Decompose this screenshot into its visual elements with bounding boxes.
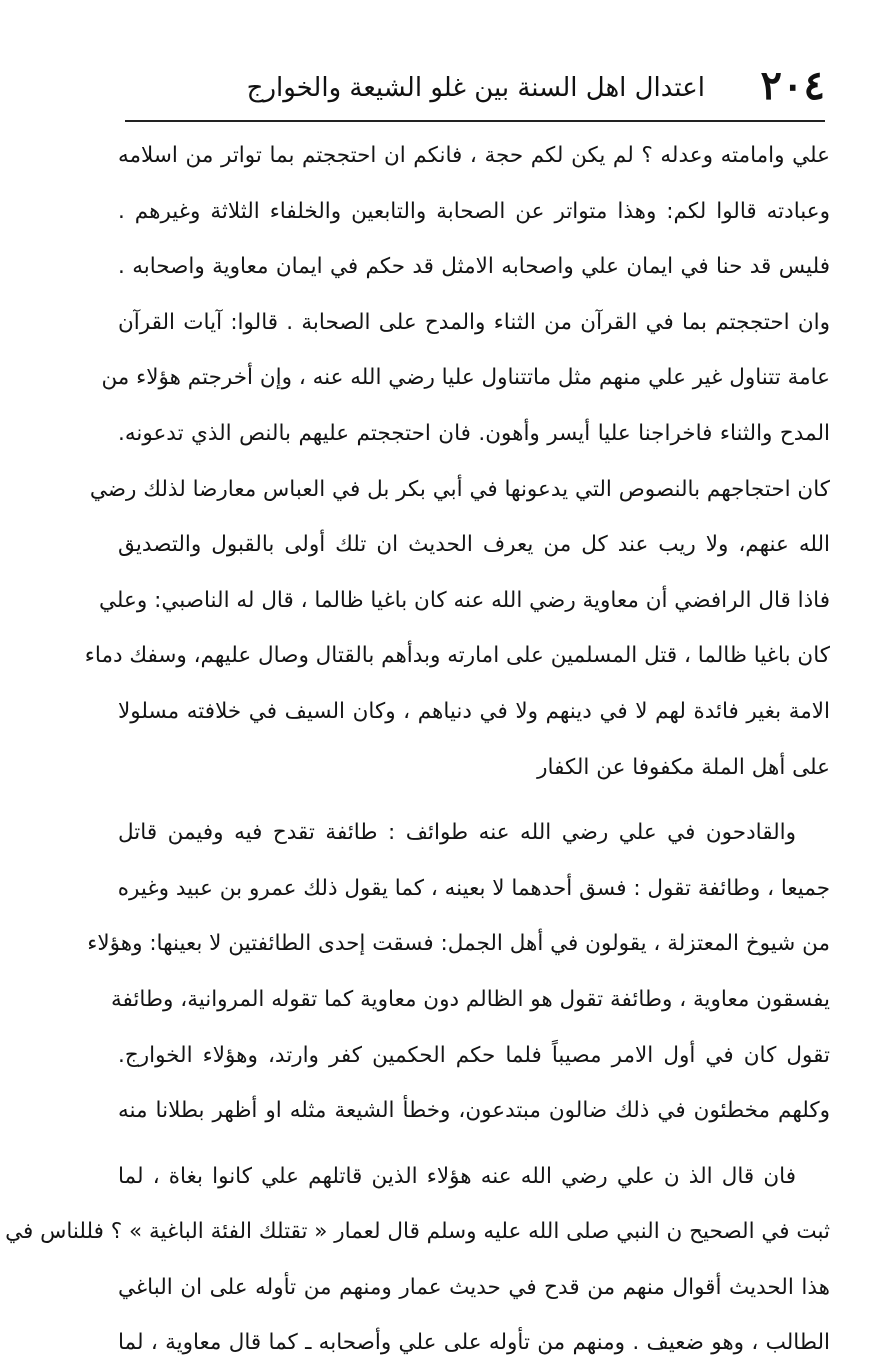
- paragraph-3: [5, 1149, 830, 1371]
- text-line: الطالب ، وهو ضعيف . ومنهم من تأوله على علي وأصحابه ـ كما قال معاوية ، لما: [118, 1330, 830, 1356]
- text-line: عامة تتناول غير علي منهم مثل ماتتناول عليا رضي الله عنه ، وإن أخرجتم هؤلاء من: [101, 365, 830, 391]
- text-line: يفسقون معاوية ، وطائفة تقول هو الظالم دون معاوية كما تقوله المروانية، وطائفة: [110, 986, 830, 1012]
- text-line: تقول كان في أول الامر مصيباً فلما حكم الحكمين كفر وارتد، وهؤلاء الخوارج.: [118, 1042, 830, 1068]
- text-line: على أهل الملة مكفوفا عن الكفار: [537, 754, 830, 780]
- text-line: وكلهم مخطئون في ذلك ضالون مبتدعون، وخطأ الشيعة مثله او أظهر بطلانا منه: [118, 1098, 830, 1124]
- paragraph-2: [87, 805, 830, 1139]
- text-line: فان قال الذ ن علي رضي الله عنه هؤلاء الذين قاتلهم علي كانوا بغاة ، لما: [118, 1163, 796, 1189]
- text-line: المدح والثناء فاخراجنا عليا أيسر وأهون. فان احتججتم عليهم بالنص الذي تدعونه.: [118, 420, 830, 446]
- text-line: فاذا قال الرافضي أن معاوية رضي الله عنه كان باغيا ظالما ، قال له الناصبي: وعلي: [99, 587, 830, 613]
- text-line: هذا الحديث أقوال منهم من قدح في حديث عمار ومنهم من تأوله على ان الباغي: [118, 1274, 830, 1300]
- text-line: فليس قد حنا في ايمان علي واصحابه الامثل قد حكم في ايمان معاوية واصحابه .: [118, 254, 830, 280]
- text-line: ثبت في الصحيح ن النبي صلى الله عليه وسلم قال لعمار « تقتلك الفئة الباغية » ؟ فللناس في: [5, 1219, 830, 1245]
- text-line: من شيوخ المعتزلة ، يقولون في أهل الجمل: فسقت إحدى الطائفتين لا بعينها: وهؤلاء: [87, 931, 830, 957]
- text-line: وعبادته قالوا لكم: وهذا متواتر عن الصحابة والتابعين والخلفاء الثلاثة وغيرهم .: [118, 198, 830, 224]
- page-number: ٢٠٤: [760, 62, 825, 109]
- text-line: علي وامامته وعدله ؟ لم يكن لكم حجة ، فانكم ان احتججتم بما تواتر من اسلامه: [118, 143, 830, 168]
- text-line: الامة بغير فائدة لهم لا في دينهم ولا في دنياهم ، وكان السيف في خلافته مسلولا: [118, 698, 830, 724]
- text-line: وان احتججتم بما في القرآن من الثناء والمدح على الصحابة . قالوا: آيات القرآن: [118, 309, 830, 335]
- paragraph-1: [84, 128, 830, 795]
- text-line: والقادحون في علي رضي الله عنه طوائف : طائفة تقدح فيه وفيمن قاتل: [118, 820, 796, 846]
- text-line: جميعا ، وطائفة تقول : فسق أحدهما لا بعينه ، كما يقول ذلك عمرو بن عبيد وغيره: [117, 875, 830, 901]
- text-line: كان احتجاجهم بالنصوص التي يدعونها في أبي بكر بل في العباس معارضا لذلك رضي: [89, 476, 830, 502]
- running-title: اعتدال اهل السنة بين غلو الشيعة والخوارج: [246, 73, 705, 103]
- body-text: [5, 128, 830, 1371]
- page-header: [246, 58, 825, 114]
- text-line: الله عنهم، ولا ريب عند كل من يعرف الحديث ان تلك أولى بالقبول والتصديق: [118, 532, 830, 558]
- text-line: كان باغيا ظالما ، قتل المسلمين على امارته وبدأهم بالقتال وصال عليهم، وسفك دماء: [84, 643, 830, 669]
- paragraph-gap: [118, 795, 830, 805]
- paragraph-gap: [118, 1139, 830, 1149]
- header-rule: [125, 120, 825, 122]
